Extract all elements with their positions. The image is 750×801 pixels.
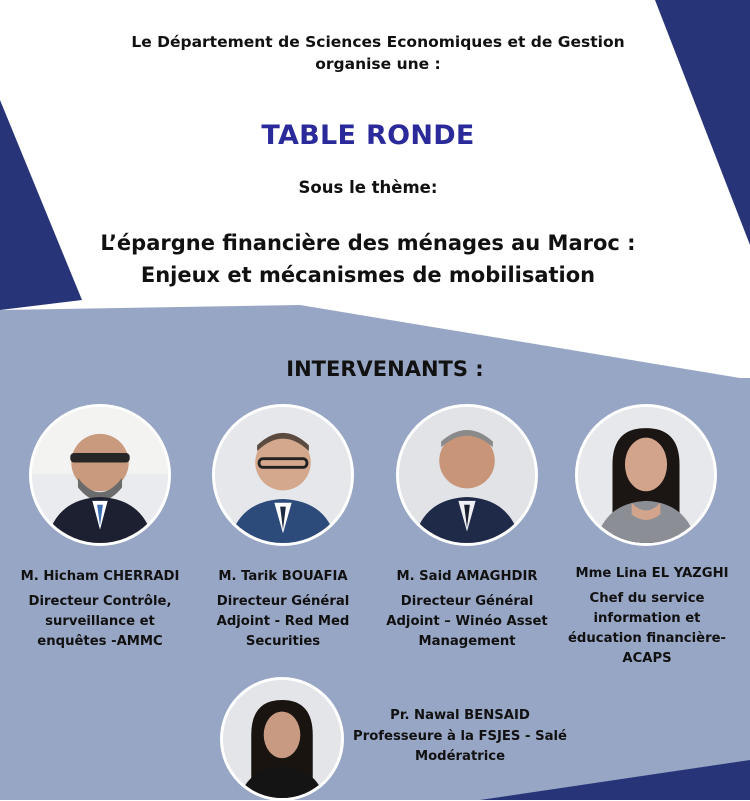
moderator-name: Pr. Nawal BENSAID xyxy=(390,708,530,723)
event-theme xyxy=(40,227,696,291)
moderator-role: Professeure à la FSJES - Salé Modératrice xyxy=(353,729,567,764)
speaker-role-el-yazghi: Chef du service information et éducation financière- ACAPS xyxy=(567,591,726,666)
speaker-role-amaghdir: Directeur Général Adjoint – Winéo Asset Management xyxy=(386,594,548,649)
moderator-photo-bensaid xyxy=(220,677,344,801)
organizer-intro xyxy=(60,31,696,75)
event-title: TABLE RONDE xyxy=(261,120,475,151)
theme-line-1: L’épargne financière des ménages au Maroc : xyxy=(100,231,636,255)
speaker-role-bouafia: Directeur Général Adjoint - Red Med Securities xyxy=(216,594,350,649)
speakers-heading: INTERVENANTS : xyxy=(286,357,484,381)
speaker-photo-bouafia xyxy=(212,404,354,546)
speaker-photo-el-yazghi xyxy=(575,404,717,546)
theme-label: Sous le thème: xyxy=(298,178,438,197)
speaker-name-cherradi: M. Hicham CHERRADI xyxy=(20,569,180,584)
speaker-name-amaghdir: M. Said AMAGHDIR xyxy=(396,569,538,584)
speaker-photo-amaghdir xyxy=(396,404,538,546)
speaker-photo-cherradi xyxy=(29,404,171,546)
speaker-name-bouafia: M. Tarik BOUAFIA xyxy=(218,569,348,584)
intro-line-2: organise une : xyxy=(315,55,441,73)
intro-line-1: Le Département de Sciences Economiques et de Gestion xyxy=(131,33,625,51)
speaker-role-cherradi: Directeur Contrôle, surveillance et enquêtes -AMMC xyxy=(28,594,172,649)
speaker-name-el-yazghi: Mme Lina EL YAZGHI xyxy=(575,566,729,581)
theme-line-2: Enjeux et mécanismes de mobilisation xyxy=(140,263,596,287)
